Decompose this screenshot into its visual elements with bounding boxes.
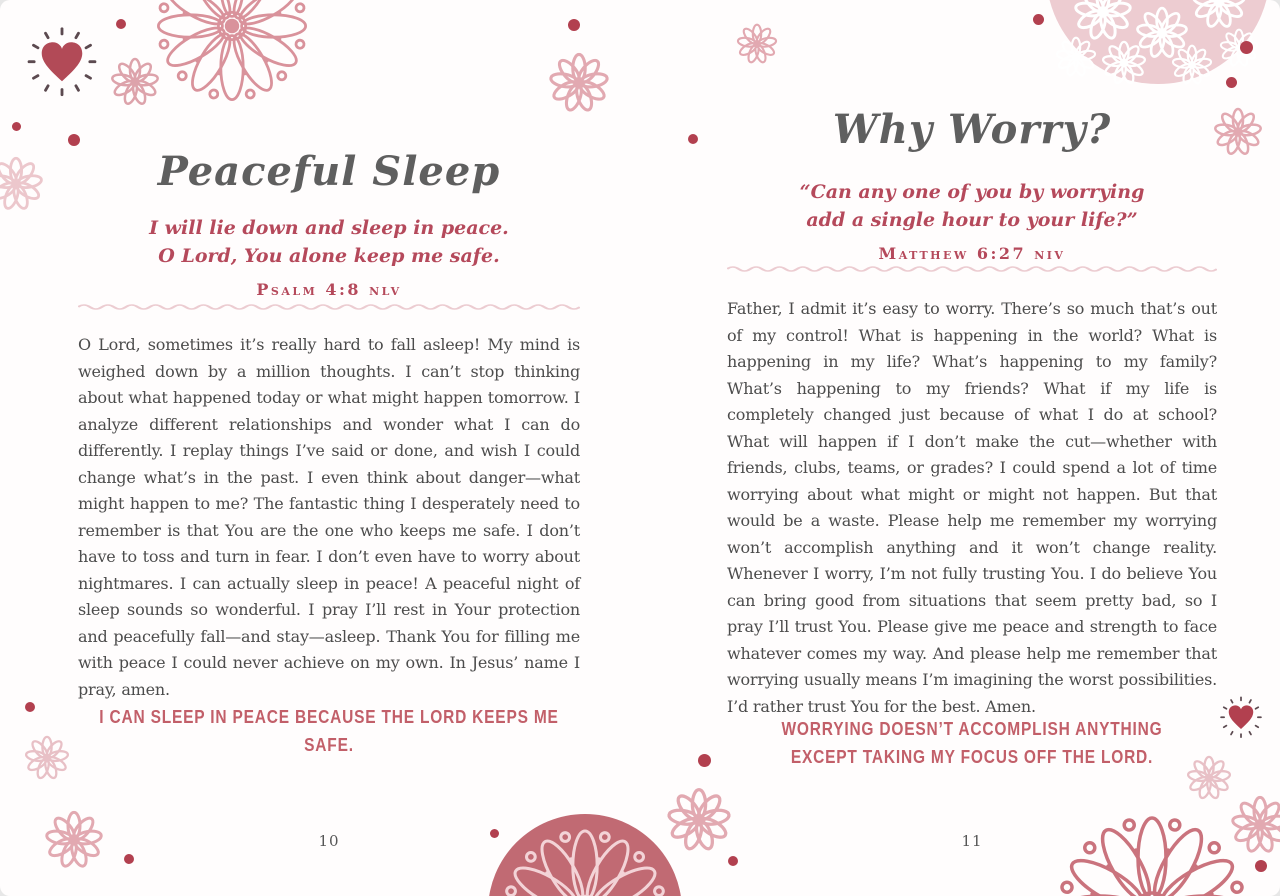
prayer-text: O Lord, sometimes it’s really hard to fall asleep! My mind is weighed down by a million thoughts. I can’t stop thinking about what happened today or what might happen tomorrow. I analyze different relationships and wonder what I can do differently. I replay things I’ve said or done, and wish I could change what’s in the past. I even think about danger—what might happen to me? The fantastic thing I desperately need to remember is that You are the one who keeps me safe. I don’t have to toss and turn in fear. I don’t even have to worry about nightmares. I can actually sleep in peace! A peaceful night of sleep sounds so wonderful. I pray I’ll rest in Your protection and peacefully fall—and stay—asleep. Thank You for filling me with peace I could never achieve on my own. In Jesus’ name I pray, amen.: [78, 335, 580, 699]
dot-accent: [698, 754, 711, 767]
takeaway-statement: I CAN SLEEP IN PEACE BECAUSE THE LORD KEEPS ME SAFE.: [99, 707, 559, 756]
dot-accent: [1240, 41, 1253, 54]
verse-line: “Can any one of you by worrying: [799, 181, 1145, 203]
heart-doodle-icon: [1218, 694, 1264, 742]
verse-line: add a single hour to your life?”: [806, 209, 1138, 231]
verse-reference: Psalm 4:8 nlv: [256, 280, 402, 299]
page-title: Why Worry?: [832, 106, 1112, 153]
wave-divider: [727, 264, 1217, 274]
flower-outline-icon: [1230, 795, 1280, 855]
page-left: [78, 0, 580, 896]
wave-divider: [78, 302, 580, 312]
dot-accent: [12, 122, 21, 131]
dot-accent: [1226, 77, 1237, 88]
scripture-verse: [78, 214, 580, 304]
flower-outline-icon: [666, 787, 732, 853]
page-number: 11: [961, 832, 983, 850]
flower-outline-icon: [0, 156, 44, 212]
takeaway-line: WORRYING DOESN’T ACCOMPLISH ANYTHING: [781, 719, 1163, 740]
verse-reference: Matthew 6:27 niv: [878, 244, 1066, 263]
dot-accent: [1255, 860, 1267, 872]
prayer-text: Father, I admit it’s easy to worry. There’s so much that’s out of my control! What is happening in the world? What is happening in my life? What’s happening to my family? What’s happening to my friends? What if my life is completely changed just because of what I do at school? What will happen if I don’t make the cut—whether with friends, clubs, teams, or grades? I could spend a lot of time worrying about what might or might not happen. But that would be a waste. Please help me remember my worrying won’t accomplish anything and it won’t change reality. Whenever I worry, I’m not fully trusting You. I do believe You can bring good from situations that seem pretty bad, so I pray I’ll trust You. Please give me peace and strength to face whatever comes my way. And please help me remember that worrying usually means I’m imagining the worst possibilities. I’d rather trust You for the best. Amen.: [727, 299, 1217, 716]
takeaway-statement: [727, 716, 1217, 771]
page-right: [727, 0, 1217, 896]
flower-outline-icon: [24, 735, 70, 781]
verse-line: I will lie down and sleep in peace.: [149, 217, 509, 239]
page-title: Peaceful Sleep: [157, 148, 501, 195]
dot-accent: [25, 702, 35, 712]
flower-outline-icon: [1213, 107, 1263, 157]
page-number: 10: [318, 832, 340, 850]
takeaway-line: EXCEPT TAKING MY FOCUS OFF THE LORD.: [790, 747, 1154, 768]
scripture-verse: [727, 178, 1217, 268]
dot-accent: [688, 134, 698, 144]
verse-line: O Lord, You alone keep me safe.: [158, 245, 500, 267]
